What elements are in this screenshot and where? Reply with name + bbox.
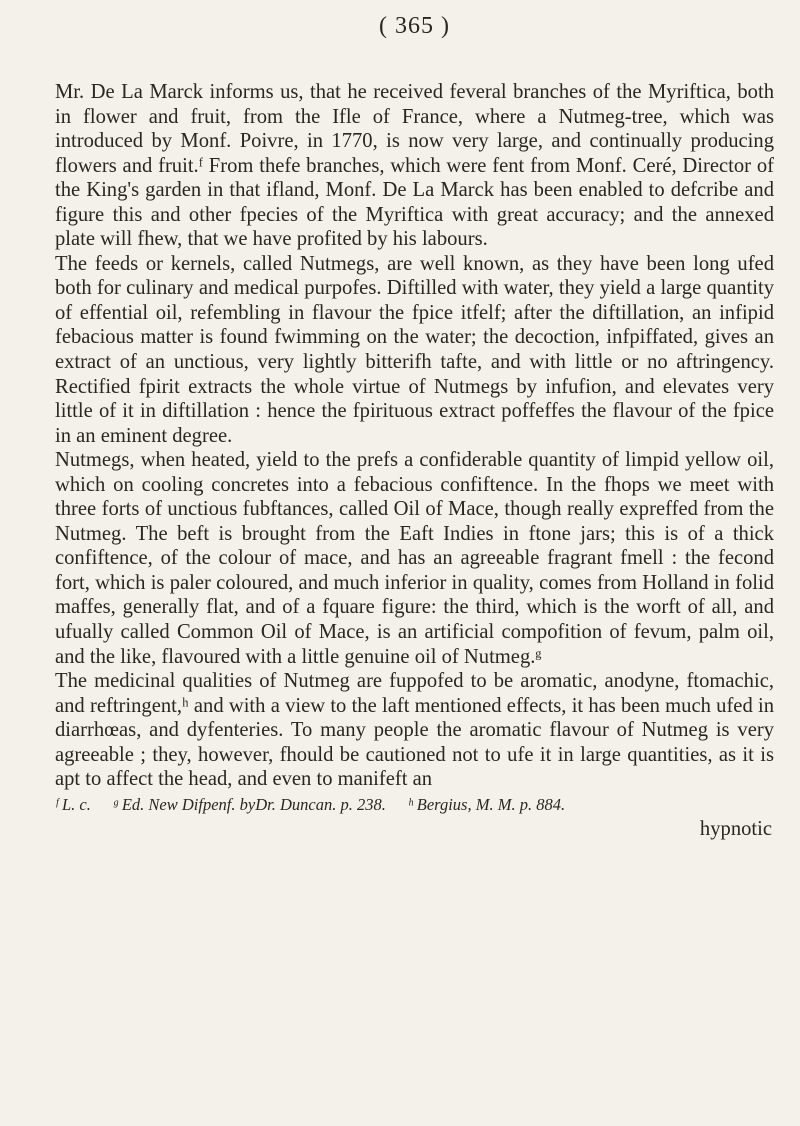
paragraph-3: Nutmegs, when heated, yield to the prefs a confiderable quantity of limpid yellow oil, which on cooling concretes into a febacious confiftence. In the fhops we meet with three forts of unctious fubftances, called Oil of Mace, though really expreffed from the Nutmeg. The beft is brought from the Eaft Indies in ftone jars; this is of a thick confiftence, of the colour of mace, and has an agreeable fragrant fmell : the fecond fort, which is paler coloured, and much inferior in quality, comes from Holland in folid maffes, generally flat, and of a fquare figure: the third, which is the worft of all, and ufually called Common Oil of Mace, is an artificial compofition of fevum, palm oil, and the like, flavoured with a little genuine oil of Nutmeg.ᵍ: [55, 449, 774, 668]
footnote-h: ʰ Bergius, M. M. p. 884.: [407, 794, 566, 814]
footnote-f: ᶠ L. c.: [55, 794, 91, 814]
paragraph-1: Mr. De La Marck informs us, that he received feveral branches of the Myriftica, both in flower and fruit, from the Ifle of France, where a Nutmeg-tree, which was introduced by Monf. Poivre, in 1770, is now very large, and continually producing flowers and fruit.ᶠ From thefe branches, which were fent from Monf. Ceré, Director of the King's garden in that ifland, Monf. De La Marck has been enabled to defcribe and figure this and other fpecies of the Myriftica with great accuracy; and the annexed plate will fhew, that we have profited by his labours.: [55, 81, 774, 251]
footnote-g: ᵍ Ed. New Difpenf. byDr. Duncan. p. 238.: [113, 794, 386, 814]
body-text: [55, 80, 774, 792]
page-number: ( 365 ): [379, 13, 450, 39]
paragraph-2: The feeds or kernels, called Nutmegs, are well known, as they have been long ufed both for culinary and medical purpofes. Diftilled with water, they yield a large quantity of effential oil, refembling in flavour the fpice itfelf; after the diftillation, an infipid febacious matter is found fwimming on the water; the decoction, infpiffated, gives an extract of an unctious, very lightly bitterifh tafte, and with little or no aftringency. Rectified fpirit extracts the whole virtue of Nutmegs by infufion, and elevates very little of it in diftillation : hence the fpirituous extract poffeffes the flavour of the fpice in an eminent degree.: [55, 252, 774, 447]
paragraph-4: The medicinal qualities of Nutmeg are fuppofed to be aromatic, anodyne, ftomachic, and reftringent,ʰ and with a view to the laft mentioned effects, it has been much ufed in diarrhœas, and dyfenteries. To many people the aromatic flavour of Nutmeg is very agreeable ; they, however, fhould be cautioned not to ufe it in large quantities, as it is apt to affect the head, and even to manifeft an: [55, 670, 774, 791]
footnotes: [55, 794, 774, 816]
catchword: hypnotic: [699, 817, 772, 840]
